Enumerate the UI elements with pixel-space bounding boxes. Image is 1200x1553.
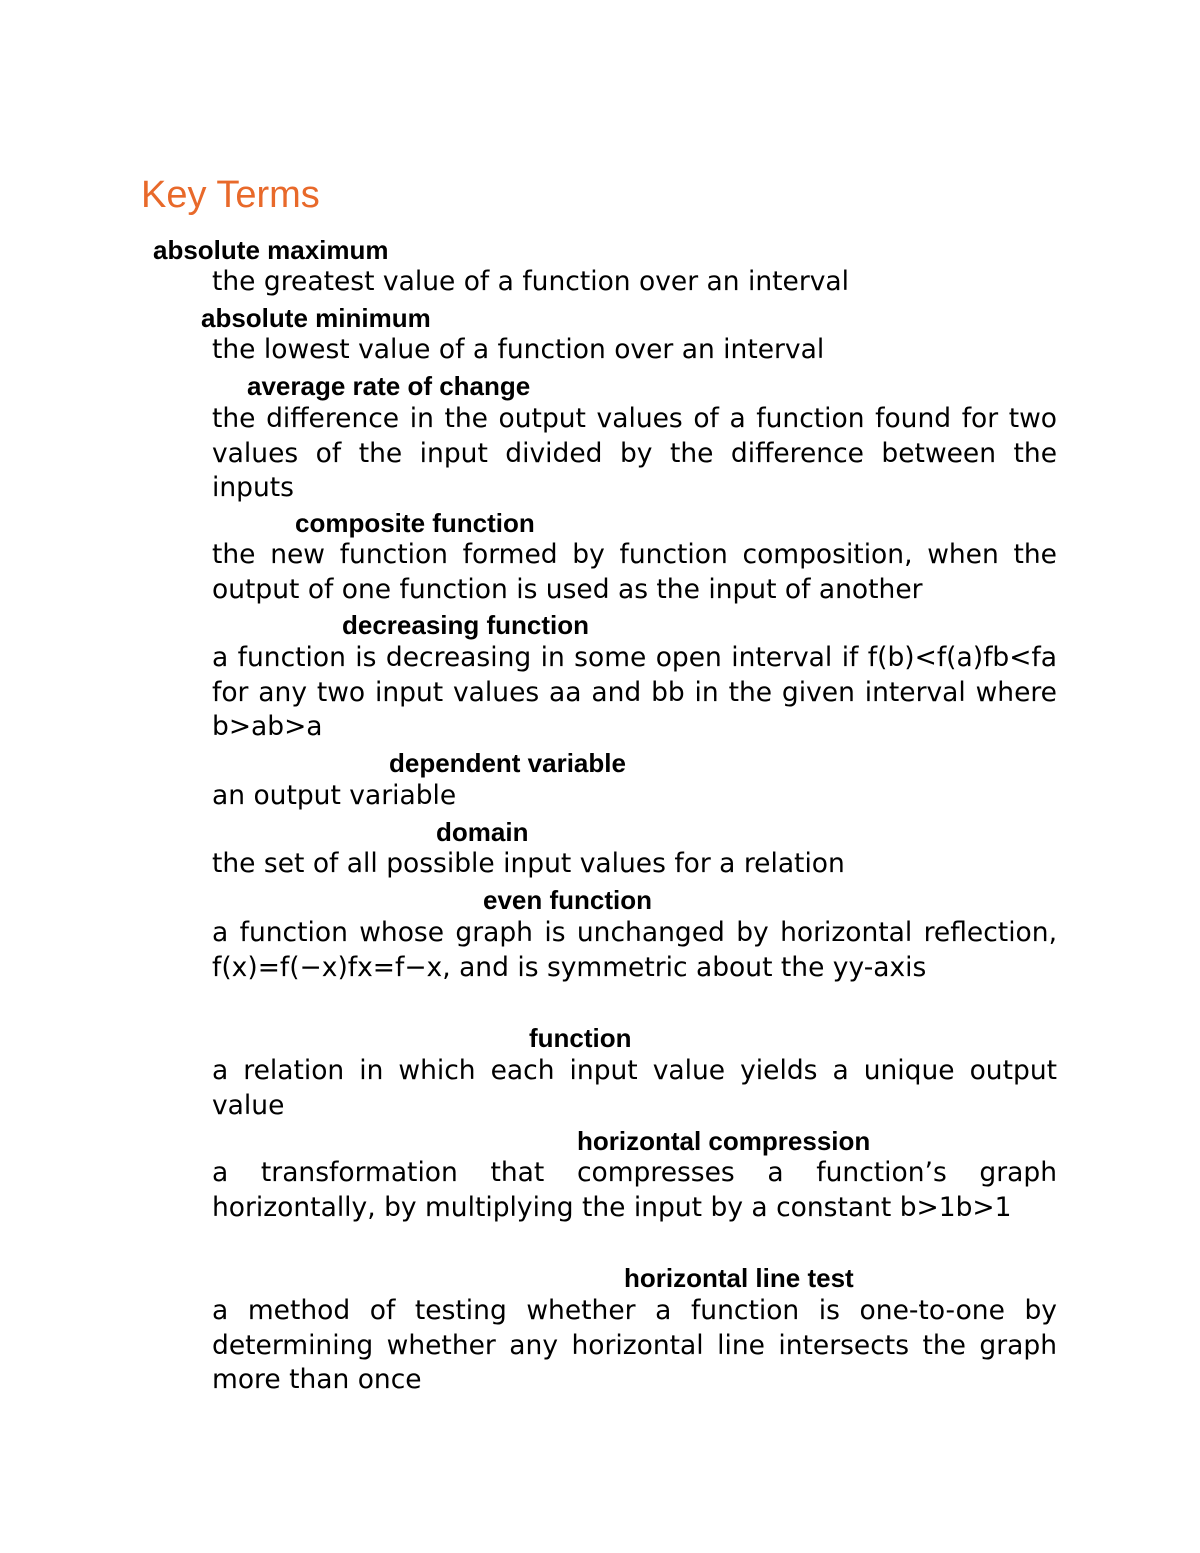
- term-decreasing-function: decreasing function: [342, 610, 590, 640]
- term-absolute-minimum: absolute minimum: [201, 303, 431, 333]
- term-average-rate-of-change: average rate of change: [247, 371, 531, 401]
- definition-composite-function: the new function formed by function composition, when the output of one function is used as the input of another: [212, 539, 1057, 605]
- term-dependent-variable: dependent variable: [389, 748, 626, 778]
- definition-horizontal-line-test: a method of testing whether a function is one-to-one by determining whether any horizontal line intersects the graph more than once: [212, 1295, 1057, 1395]
- term-function: function: [529, 1023, 632, 1053]
- term-horizontal-compression: horizontal compression: [577, 1126, 871, 1156]
- definition-decreasing-function: a function is decreasing in some open interval if f(b)<f(a)fb<fa for any two input values aa and bb in the given interval where b>ab>a: [212, 642, 1057, 742]
- term-domain: domain: [436, 817, 529, 847]
- definition-absolute-maximum: the greatest value of a function over an interval: [212, 266, 850, 297]
- definition-absolute-minimum: the lowest value of a function over an interval: [212, 334, 825, 365]
- term-horizontal-line-test: horizontal line test: [624, 1263, 854, 1293]
- term-absolute-maximum: absolute maximum: [153, 235, 389, 265]
- definition-even-function: a function whose graph is unchanged by horizontal reflection, f(x)=f(−x)fx=f−x, and is symmetric about the yy-axis: [212, 917, 1057, 983]
- definition-function: a relation in which each input value yields a unique output value: [212, 1055, 1057, 1121]
- definition-domain: the set of all possible input values for a relation: [212, 848, 845, 879]
- term-even-function: even function: [483, 885, 653, 915]
- definition-average-rate-of-change: the difference in the output values of a function found for two values of the input divided by the difference between the inputs: [212, 403, 1057, 503]
- page-title: Key Terms: [141, 174, 320, 216]
- definition-horizontal-compression: a transformation that compresses a function’s graph horizontally, by multiplying the input by a constant b>1b>1: [212, 1157, 1057, 1223]
- definition-dependent-variable: an output variable: [212, 780, 457, 811]
- term-composite-function: composite function: [295, 508, 535, 538]
